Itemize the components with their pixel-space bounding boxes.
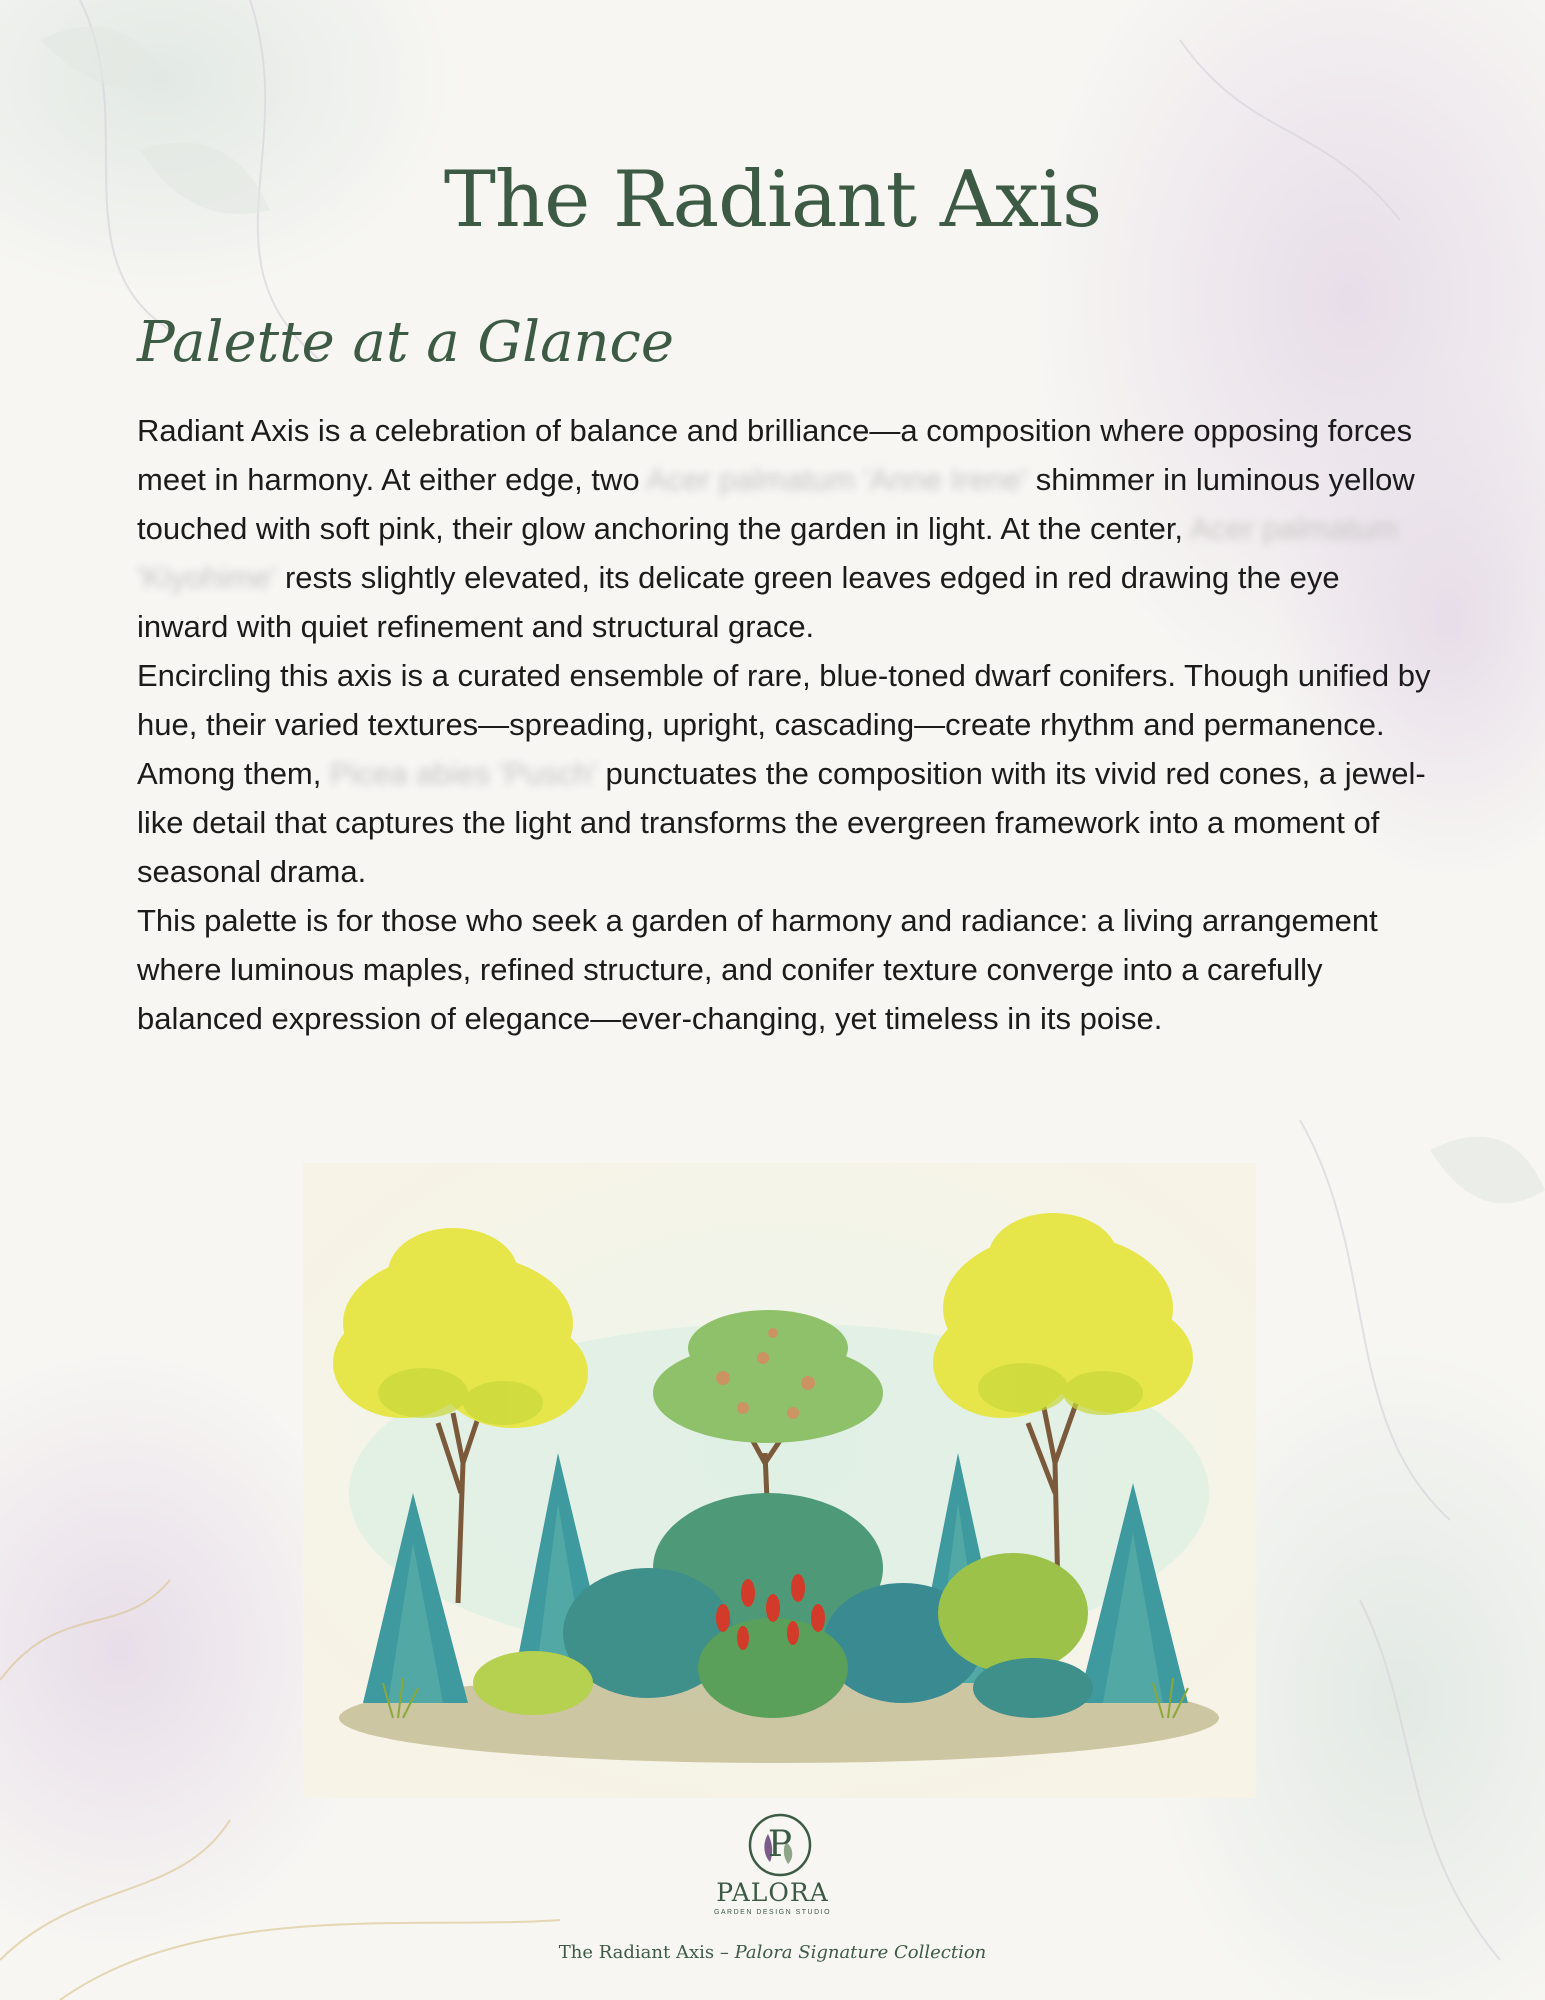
paragraph-1: Radiant Axis is a celebration of balance and brilliance—a composition where opposing forces meet in harmony. At either edge, two Acer palmatum 'Anne Irene' shimmer in luminous yellow touched with soft pink, their glow anchoring the garden in light. At the center, Acer palmatum 'Kiyohime' rests slightly elevated, its delicate green leaves edged in red drawing the eye inward with quiet refinement and structural grace. <box>137 413 1415 644</box>
footer-separator: – <box>714 1942 735 1963</box>
page-footer <box>0 1942 1545 1963</box>
garden-illustration <box>303 1163 1256 1798</box>
footer-collection: Palora Signature Collection <box>734 1942 987 1963</box>
page-title: The Radiant Axis <box>443 155 1102 245</box>
body-text <box>137 406 1437 1043</box>
paragraph-2: Encircling this axis is a curated ensemble of rare, blue-toned dwarf conifers. Though unified by hue, their varied textures—spreading, upright, cascading—create rhythm and permanence. Among them, Picea abies 'Pusch' punctuates the composition with its vivid red cones, a jewel-like detail that captures the light and transforms the evergreen framework into a moment of seasonal drama. <box>137 658 1431 889</box>
palora-logo <box>742 1812 818 1878</box>
paragraph-3: This palette is for those who seek a garden of harmony and radiance: a living arrangement where luminous maples, refined structure, and conifer texture converge into a carefully balanced expression of elegance—ever-changing, yet timeless in its poise. <box>137 903 1378 1036</box>
brand-name: PALORA <box>716 1878 829 1907</box>
brand-tagline: GARDEN DESIGN STUDIO <box>713 1909 832 1916</box>
redacted-cultivar-name: Acer palmatum 'Anne Irene' <box>646 462 1028 497</box>
redacted-cultivar-name: Acer palmatum 'Kiyohime' <box>137 511 1399 595</box>
redacted-cultivar-name: Picea abies 'Pusch' <box>329 756 597 791</box>
section-heading: Palette at a Glance <box>137 310 675 375</box>
footer-title: The Radiant Axis <box>558 1942 715 1963</box>
logo-letter: P <box>767 1824 793 1865</box>
